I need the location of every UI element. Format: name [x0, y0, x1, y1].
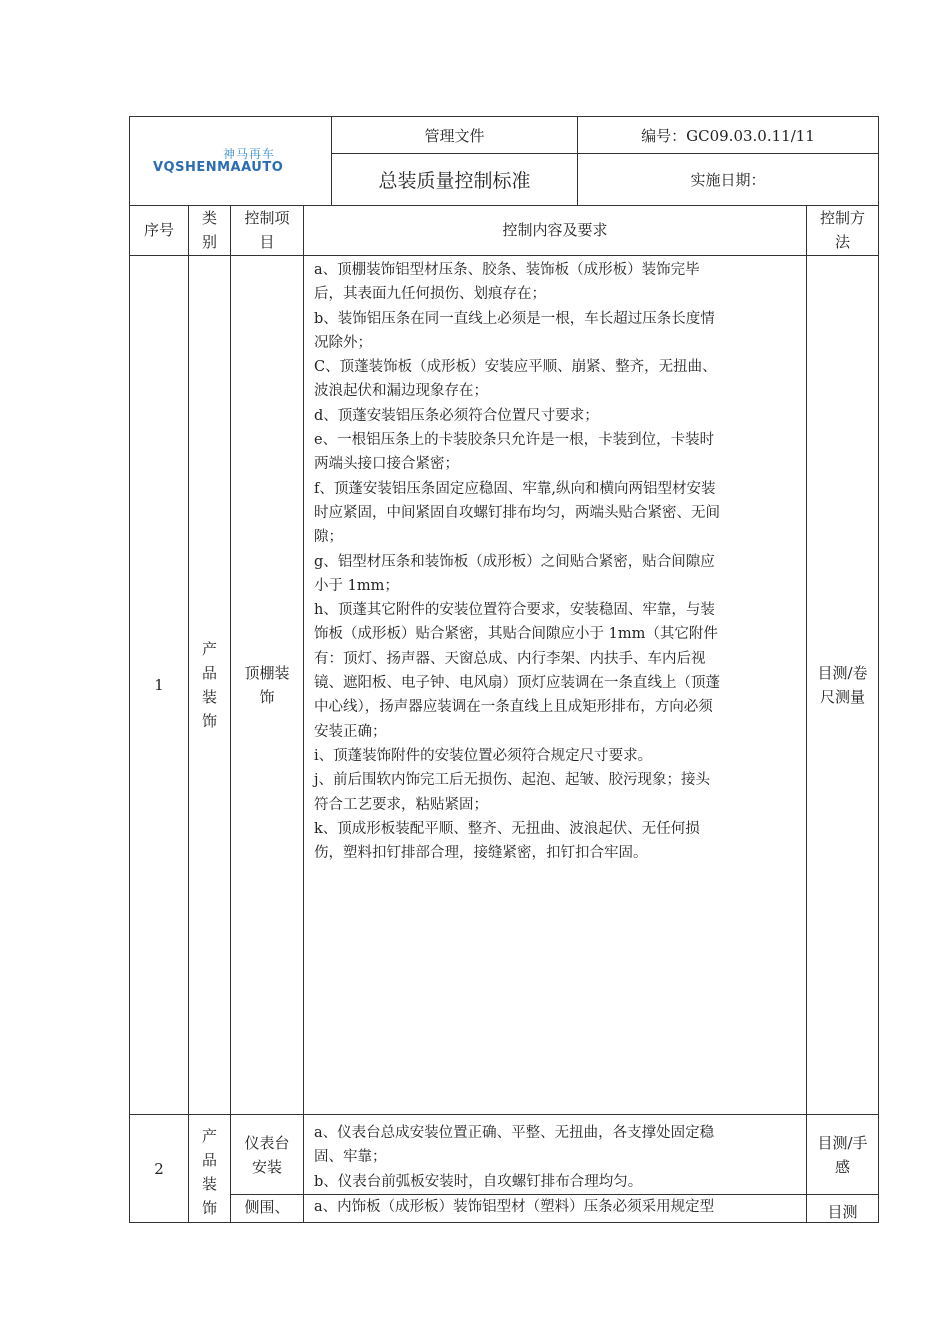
- logo-english: VQSHENMAAUTO: [153, 160, 284, 175]
- row1-content-line: j、前后围软内饰完工后无损伤、起泡、起皱、胶污现象；接头: [314, 772, 710, 789]
- row1-content-line: 有：顶灯、扬声器、天窗总成、内行李架、内扶手、车内后视: [314, 650, 706, 667]
- row2-category-char: 品: [201, 1151, 217, 1169]
- col-header-content-text: 控制内容及要求: [502, 221, 608, 239]
- row1-content: [304, 256, 807, 1115]
- row1-content-line: 镜、遮阳板、电子钟、电风扇）顶灯应装调在一条直线上（顶蓬: [314, 675, 720, 692]
- doc-number: 编号：GC09.03.0.11/11: [578, 117, 879, 154]
- row1-seq-text: 1: [154, 676, 164, 694]
- row2-item-line: 安装: [251, 1157, 282, 1176]
- row1-content-line: 后，其表面九任何损伤、划痕存在；: [314, 286, 546, 303]
- col-header-item: [231, 205, 304, 256]
- doc-type: 管理文件: [332, 117, 578, 154]
- row3-item-line: 侧围、: [244, 1198, 290, 1216]
- doc-title: 总装质量控制标准: [332, 154, 578, 206]
- row1-content-line: 安装正确；: [314, 723, 387, 740]
- col-header-method: [807, 205, 879, 256]
- row1-content-line: 隙；: [314, 529, 343, 546]
- row1-content-line: d、顶蓬安装铝压条必须符合位置尺寸要求；: [314, 407, 599, 424]
- col-header-method-line: 控制方: [819, 209, 865, 227]
- effective-date: 实施日期：: [578, 154, 879, 206]
- row1-content-line: 波浪起伏和漏边现象存在；: [314, 383, 488, 400]
- row3-item: [231, 1195, 304, 1223]
- row1-content-line: 两端头接口接合紧密；: [314, 456, 459, 473]
- row1-method-line: 尺测量: [819, 688, 865, 706]
- col-header-seq-text: 序号: [143, 221, 174, 239]
- row1-content-line: 时应紧固，中间紧固自攻螺钉排布均匀，两端头贴合紧密、无间: [314, 504, 720, 521]
- row1-content-line: 饰板（成形板）贴合紧密，其贴合间隙应小于 1mm（其它附件: [314, 626, 718, 643]
- row1-item-line: 顶棚装: [244, 664, 290, 682]
- row1-item-line: 饰: [259, 688, 275, 706]
- row2-category-char: 装: [201, 1175, 217, 1193]
- col-header-item-line: 控制项: [244, 209, 290, 227]
- row2-content-line: a、仪表台总成安装位置正确、平整、无扭曲，各支撑处固定稳: [314, 1125, 715, 1141]
- row2-content-line: 固、牢靠；: [314, 1149, 387, 1166]
- row1-method: [807, 256, 879, 1115]
- col-header-seq: [130, 205, 189, 256]
- row1-content-line: e、一根铝压条上的卡装胶条只允许是一根，卡装到位，卡装时: [314, 432, 715, 449]
- row1-category-char: 品: [201, 664, 217, 682]
- logo-chinese: 神马再车: [223, 147, 276, 161]
- row1-content-line: 中心线），扬声器应装调在一条直线上且成矩形排布，方向必须: [314, 699, 713, 716]
- row1-content-line: i、顶蓬装饰附件的安装位置必须符合规定尺寸要求。: [314, 747, 653, 764]
- row1-content-line: 伤，塑料扣钉排部合理，接缝紧密，扣钉扣合牢固。: [314, 845, 648, 862]
- row2-seq-text: 2: [154, 1160, 164, 1178]
- row1-seq: [130, 256, 189, 1115]
- row1-content-line: 符合工艺要求，粘贴紧固；: [314, 796, 488, 813]
- row2-content-line: b、仪表台前弧板安装时，自攻螺钉排布合理均匀。: [314, 1173, 643, 1190]
- row1-content-line: b、装饰铝压条在同一直线上必须是一根，车长超过压条长度情: [314, 310, 715, 327]
- row2-item-line: 仪表台: [244, 1133, 290, 1152]
- row3-content-line: a、内饰板（成形板）装饰铝型材（塑料）压条必须采用规定型: [314, 1199, 715, 1215]
- col-header-method-line: 法: [834, 233, 850, 251]
- row2-method-line: 目测/手: [817, 1133, 868, 1152]
- row1-content-line: 小于 1mm；: [314, 577, 399, 594]
- row2-content: [304, 1115, 807, 1195]
- row2-method-line: 感: [834, 1157, 850, 1176]
- row2-category-char: 产: [201, 1127, 217, 1145]
- row2-seq: [130, 1115, 189, 1223]
- row1-content-line: g、铝型材压条和装饰板（成形板）之间贴合紧密，贴合间隙应: [314, 553, 715, 570]
- row2-item: [231, 1115, 304, 1195]
- col-header-category-line: 别: [201, 233, 217, 251]
- row1-content-line: C、顶蓬装饰板（成形板）安装应平顺、崩紧、整齐，无扭曲、: [314, 359, 717, 376]
- row1-content-line: a、顶棚装饰铝型材压条、胶条、装饰板（成形板）装饰完毕: [314, 262, 700, 278]
- row2-category: [189, 1115, 231, 1223]
- row1-category-char: 饰: [201, 712, 217, 730]
- row1-category: [189, 256, 231, 1115]
- row1-content-line: k、顶成形板装配平顺、整齐、无扭曲、波浪起伏、无任何损: [314, 820, 700, 837]
- standard-table: [129, 205, 879, 1223]
- row2-category-char: 饰: [201, 1199, 217, 1217]
- col-header-content: [304, 205, 807, 256]
- row3-method: [807, 1195, 879, 1223]
- col-header-category: [189, 205, 231, 256]
- row1-item: [231, 256, 304, 1115]
- row1-content-line: h、顶蓬其它附件的安装位置符合要求，安装稳固、牢靠，与装: [314, 602, 715, 619]
- table-bottom-rule: [129, 1222, 879, 1223]
- row1-category-char: 产: [201, 640, 217, 658]
- row1-category-char: 装: [201, 688, 217, 706]
- row1-method-line: 目测/卷: [817, 664, 868, 682]
- col-header-item-line: 目: [259, 233, 275, 251]
- row3-method-line: 目测: [827, 1203, 858, 1221]
- col-header-category-line: 类: [201, 209, 217, 227]
- row1-content-line: 况除外；: [314, 334, 372, 351]
- row1-content-line: f、顶蓬安装铝压条固定应稳固、牢靠,纵向和横向两铝型材安装: [314, 480, 716, 497]
- row3-content: [304, 1195, 807, 1223]
- row2-method: [807, 1115, 879, 1195]
